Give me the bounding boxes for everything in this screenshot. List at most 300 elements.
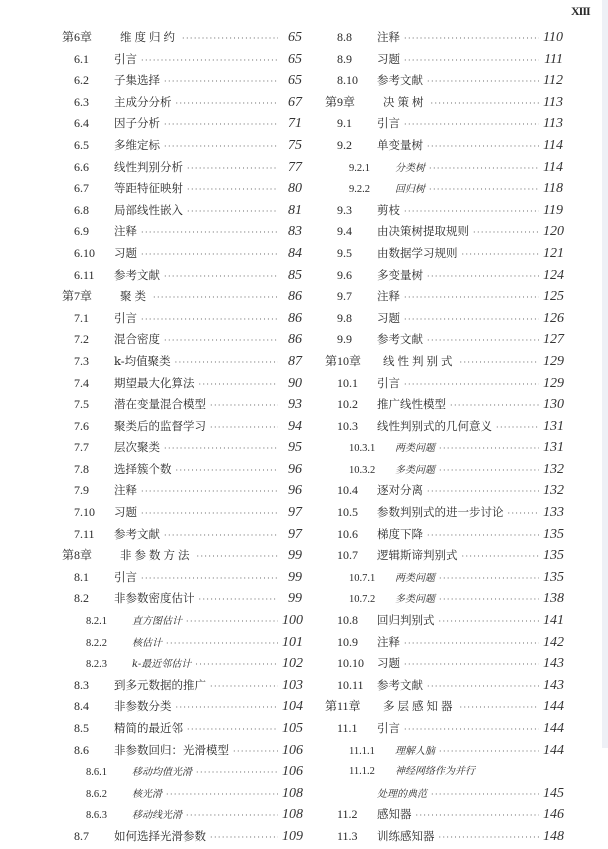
entry-number: 7.11 <box>74 526 95 541</box>
page-number: XIII <box>571 4 590 18</box>
toc-section-entry <box>62 588 302 610</box>
toc-subsection-entry <box>62 653 302 675</box>
dot-leader <box>197 546 279 568</box>
entry-number: 10.7.1 <box>349 572 376 584</box>
entry-title: 引言 <box>114 310 137 325</box>
toc-section-entry <box>62 351 302 373</box>
dot-leader <box>141 481 278 503</box>
entry-number: 第8章 <box>62 548 93 563</box>
entry-number: 7.8 <box>74 461 89 476</box>
entry-number: 10.2 <box>337 397 358 412</box>
entry-page-number: 141 <box>543 613 564 629</box>
toc-section-entry <box>62 394 302 416</box>
toc-section-entry <box>62 70 302 92</box>
dot-leader <box>460 352 540 374</box>
entry-title: 如何选择光滑参数 <box>114 828 206 843</box>
entry-number: 8.9 <box>337 51 352 66</box>
entry-page-number: 113 <box>543 116 563 132</box>
entry-page-number: 143 <box>543 677 564 693</box>
toc-section-entry <box>325 610 563 632</box>
entry-page-number: 127 <box>543 332 564 348</box>
entry-number: 10.3.1 <box>349 443 376 455</box>
toc-section-entry <box>62 221 302 243</box>
entry-page-number: 124 <box>543 267 564 283</box>
toc-subsection-entry <box>325 157 563 179</box>
entry-title: 聚类后的监督学习 <box>114 418 206 433</box>
dot-leader <box>460 697 540 719</box>
entry-number: 11.3 <box>337 828 358 843</box>
toc-section-entry <box>325 329 563 351</box>
entry-title: 多层感知器 <box>383 699 456 714</box>
entry-title: 两类问题 <box>395 443 435 455</box>
dot-leader <box>141 309 278 331</box>
entry-number: 6.9 <box>74 224 89 239</box>
toc-section-entry <box>325 804 563 826</box>
entry-number: 9.4 <box>337 224 352 239</box>
entry-number: 11.1.1 <box>349 745 375 757</box>
entry-page-number: 71 <box>288 116 302 132</box>
entry-number: 8.2 <box>74 591 89 606</box>
entry-number: 6.2 <box>74 73 89 88</box>
entry-number: 8.5 <box>74 721 89 735</box>
toc-section-entry <box>62 696 302 718</box>
entry-title: 回归判别式 <box>377 613 435 628</box>
toc-section-entry <box>325 632 563 654</box>
dot-leader <box>141 244 278 266</box>
entry-title: 注释 <box>377 30 400 44</box>
entry-page-number: 130 <box>543 397 564 413</box>
entry-title: 多类问题 <box>395 594 435 606</box>
entry-title: 处理的典范 <box>377 788 427 800</box>
entry-number: 10.9 <box>337 634 358 649</box>
entry-title: 决策树 <box>383 94 427 109</box>
entry-number: 10.1 <box>337 375 358 390</box>
dot-leader <box>439 568 539 590</box>
toc-chapter-entry <box>62 27 302 49</box>
entry-title: 注释 <box>114 224 137 239</box>
toc-section-entry <box>325 502 563 524</box>
entry-number: 7.2 <box>74 332 89 347</box>
entry-title: 两类问题 <box>395 572 435 584</box>
entry-title: 多变量树 <box>377 267 423 282</box>
entry-page-number: 108 <box>282 807 303 823</box>
entry-title: 核估计 <box>132 637 162 649</box>
entry-title: 训练感知器 <box>377 828 435 843</box>
entry-number: 9.8 <box>337 310 352 325</box>
toc-section-entry <box>62 243 302 265</box>
entry-title: 感知器 <box>377 807 412 822</box>
entry-title: 梯度下降 <box>377 526 423 541</box>
entry-number: 7.5 <box>74 397 89 412</box>
toc-section-entry <box>325 221 563 243</box>
entry-title: 非参数回归：光滑模型 <box>114 742 229 757</box>
dot-leader <box>404 719 539 741</box>
dot-leader <box>176 93 279 115</box>
entry-number: 11.1.2 <box>349 766 375 778</box>
toc-subsection-entry <box>325 567 563 589</box>
toc-section-entry <box>325 480 563 502</box>
dot-leader <box>141 50 278 72</box>
dot-leader <box>439 589 539 611</box>
entry-number: 8.6 <box>74 742 89 757</box>
toc-subsection-entry <box>325 783 563 805</box>
entry-number: 10.4 <box>337 483 358 498</box>
entry-number: 第10章 <box>325 353 362 368</box>
toc-section-entry <box>325 826 563 848</box>
toc-subsection-entry <box>325 761 563 783</box>
entry-page-number: 99 <box>288 591 302 607</box>
entry-title: 神经网络作为并行 <box>395 766 475 778</box>
entry-title: 注释 <box>377 634 400 649</box>
entry-title: 逻辑斯谛判别式 <box>377 548 458 563</box>
entry-number: 7.4 <box>74 375 89 390</box>
toc-section-entry <box>325 373 563 395</box>
toc-section-entry <box>325 200 563 222</box>
entry-title: 由数据学习规则 <box>377 245 458 260</box>
entry-page-number: 86 <box>288 289 302 305</box>
entry-number: 10.7 <box>337 548 358 563</box>
entry-number: 8.3 <box>74 677 89 692</box>
toc-subsection-entry <box>62 783 302 805</box>
dot-leader <box>187 158 278 180</box>
toc-left-column <box>62 27 302 848</box>
entry-number: 11.2 <box>337 807 358 822</box>
dot-leader <box>141 503 278 525</box>
entry-page-number: 129 <box>543 353 564 369</box>
entry-title: 非参数分类 <box>114 699 172 714</box>
entry-page-number: 102 <box>282 656 303 672</box>
dot-leader <box>210 417 278 439</box>
dot-leader <box>431 784 539 806</box>
entry-page-number: 142 <box>543 634 564 650</box>
dot-leader <box>233 741 278 763</box>
entry-number: 10.10 <box>337 656 364 671</box>
dot-leader <box>141 568 278 590</box>
entry-title: 直方图估计 <box>132 616 182 628</box>
entry-title: 聚类 <box>120 289 149 304</box>
toc-section-entry <box>325 524 563 546</box>
entry-page-number: 120 <box>543 224 564 240</box>
toc-section-entry <box>62 502 302 524</box>
toc-section-entry <box>325 653 563 675</box>
entry-page-number: 103 <box>282 677 303 693</box>
entry-title: 引言 <box>377 116 400 131</box>
entry-page-number: 67 <box>288 94 302 110</box>
dot-leader <box>186 611 278 633</box>
dot-leader <box>187 719 278 741</box>
dot-leader <box>196 762 278 784</box>
entry-title: 单变量树 <box>377 137 423 152</box>
entry-number: 8.6.1 <box>86 767 107 779</box>
dot-leader <box>195 654 278 676</box>
dot-leader <box>427 525 539 547</box>
entry-title: 参考文献 <box>114 526 160 541</box>
toc-section-entry <box>62 92 302 114</box>
toc-section-entry <box>62 178 302 200</box>
toc-subsection-entry <box>325 178 563 200</box>
entry-page-number: 138 <box>543 591 564 607</box>
dot-leader <box>164 136 278 158</box>
entry-title: 非参数密度估计 <box>114 591 195 606</box>
dot-leader <box>182 28 278 50</box>
entry-number: 10.3 <box>337 418 358 433</box>
toc-chapter-entry <box>325 696 563 718</box>
dot-leader <box>176 697 279 719</box>
entry-page-number: 114 <box>543 159 563 175</box>
toc-section-entry <box>62 329 302 351</box>
toc-section-entry <box>62 740 302 762</box>
entry-title: k-最近邻估计 <box>132 659 192 671</box>
entry-page-number: 106 <box>282 764 303 780</box>
entry-title: 维度归约 <box>120 30 178 44</box>
entry-page-number: 118 <box>543 181 563 197</box>
entry-number: 9.1 <box>337 116 352 131</box>
entry-page-number: 93 <box>288 397 302 413</box>
toc-subsection-entry <box>62 761 302 783</box>
dot-leader <box>427 71 539 93</box>
entry-number: 11.1 <box>337 721 358 735</box>
entry-page-number: 101 <box>282 634 303 650</box>
entry-page-number: 133 <box>543 505 564 521</box>
entry-page-number: 135 <box>543 548 564 564</box>
entry-title: 参考文献 <box>377 332 423 347</box>
entry-page-number: 108 <box>282 785 303 801</box>
entry-number: 6.5 <box>74 137 89 152</box>
toc-section-entry <box>325 416 563 438</box>
dot-leader <box>462 546 540 568</box>
dot-leader <box>439 741 539 763</box>
entry-page-number: 104 <box>282 699 303 715</box>
toc-section-entry <box>62 718 302 740</box>
entry-page-number: 111 <box>544 51 563 67</box>
entry-page-number: 114 <box>543 137 563 153</box>
page-edge <box>602 0 608 748</box>
dot-leader <box>431 93 540 115</box>
dot-leader <box>429 179 539 201</box>
entry-number: 7.10 <box>74 505 95 520</box>
entry-page-number: 65 <box>288 51 302 67</box>
entry-page-number: 125 <box>543 289 564 305</box>
entry-title: 线性判别分析 <box>114 159 183 174</box>
toc-section-entry <box>62 49 302 71</box>
entry-page-number: 105 <box>282 721 303 736</box>
entry-title: 逐对分离 <box>377 483 423 498</box>
toc-subsection-entry <box>325 740 563 762</box>
entry-number: 10.3.2 <box>349 464 376 476</box>
entry-page-number: 144 <box>543 699 564 715</box>
entry-page-number: 81 <box>288 202 302 218</box>
dot-leader <box>404 633 539 655</box>
entry-page-number: 132 <box>543 483 564 499</box>
entry-number: 6.3 <box>74 94 89 109</box>
entry-page-number: 80 <box>288 181 302 197</box>
entry-page-number: 83 <box>288 224 302 240</box>
toc-section-entry <box>62 135 302 157</box>
entry-title: 选择簇个数 <box>114 461 172 476</box>
toc-section-entry <box>325 27 563 49</box>
entry-page-number: 87 <box>288 353 302 369</box>
dot-leader <box>164 114 278 136</box>
dot-leader <box>164 330 278 352</box>
toc-section-entry <box>325 49 563 71</box>
entry-page-number: 143 <box>543 656 564 672</box>
entry-title: 移动均值光滑 <box>132 767 192 779</box>
toc-section-entry <box>325 675 563 697</box>
entry-number: 6.4 <box>74 116 89 131</box>
dot-leader <box>427 676 539 698</box>
entry-number: 8.4 <box>74 699 89 714</box>
dot-leader <box>199 589 279 611</box>
toc-chapter-entry <box>325 92 563 114</box>
entry-title: 分类树 <box>395 162 425 174</box>
entry-number: 第7章 <box>62 289 93 304</box>
entry-number: 8.2.2 <box>86 637 107 649</box>
dot-leader <box>404 201 539 223</box>
toc-section-entry <box>62 113 302 135</box>
dot-leader <box>199 374 279 396</box>
entry-number: 8.7 <box>74 828 89 843</box>
entry-page-number: 97 <box>288 526 302 542</box>
entry-title: 回归树 <box>395 184 425 196</box>
entry-page-number: 146 <box>543 807 564 823</box>
entry-page-number: 85 <box>288 267 302 283</box>
entry-title: 子集选择 <box>114 73 160 88</box>
dot-leader <box>427 481 539 503</box>
toc-section-entry <box>325 286 563 308</box>
entry-page-number: 135 <box>543 569 564 585</box>
entry-number: 7.3 <box>74 353 89 368</box>
toc-section-entry <box>62 308 302 330</box>
toc-section-entry <box>325 718 563 740</box>
entry-title: 主成分分析 <box>114 94 172 109</box>
entry-title: 理解人脑 <box>395 745 435 757</box>
entry-page-number: 86 <box>288 310 302 326</box>
dot-leader <box>427 136 539 158</box>
entry-number: 7.9 <box>74 483 89 498</box>
entry-page-number: 121 <box>543 245 564 261</box>
entry-number: 6.7 <box>74 181 89 196</box>
entry-number: 6.6 <box>74 159 89 174</box>
entry-number: 9.5 <box>337 245 352 260</box>
entry-title: 局部线性嵌入 <box>114 202 183 217</box>
entry-number: 第11章 <box>325 699 361 714</box>
entry-title: 引言 <box>114 51 137 66</box>
entry-page-number: 132 <box>543 461 564 477</box>
entry-page-number: 99 <box>288 548 302 564</box>
dot-leader <box>404 374 539 396</box>
entry-title: 推广线性模型 <box>377 397 446 412</box>
dot-leader <box>164 438 278 460</box>
entry-page-number: 86 <box>288 332 302 348</box>
entry-title: 层次聚类 <box>114 440 160 455</box>
entry-number: 10.8 <box>337 613 358 628</box>
dot-leader <box>404 50 539 72</box>
entry-title: 引言 <box>377 721 400 735</box>
toc-section-entry <box>62 265 302 287</box>
dot-leader <box>210 827 278 849</box>
entry-title: 线性判别式 <box>383 353 456 368</box>
dot-leader <box>439 438 539 460</box>
entry-title: 参考文献 <box>377 73 423 88</box>
dot-leader <box>450 395 539 417</box>
toc-section-entry <box>62 675 302 697</box>
entry-title: 习题 <box>377 656 400 671</box>
toc-section-entry <box>325 113 563 135</box>
entry-number: 8.10 <box>337 73 358 88</box>
entry-number: 第9章 <box>325 94 356 109</box>
toc-section-entry <box>325 308 563 330</box>
toc-subsection-entry <box>325 588 563 610</box>
entry-title: 注释 <box>114 483 137 498</box>
entry-page-number: 65 <box>288 30 302 45</box>
entry-number: 7.6 <box>74 418 89 433</box>
toc-section-entry <box>62 567 302 589</box>
dot-leader <box>164 525 278 547</box>
entry-title: 潜在变量混合模型 <box>114 397 206 412</box>
entry-title: 核光滑 <box>132 788 162 800</box>
entry-number: 8.6.3 <box>86 810 107 822</box>
toc-section-entry <box>325 243 563 265</box>
entry-number: 6.8 <box>74 202 89 217</box>
entry-number: 第6章 <box>62 30 93 44</box>
entry-page-number: 148 <box>543 828 564 844</box>
entry-number: 9.6 <box>337 267 352 282</box>
dot-leader <box>176 460 279 482</box>
toc-subsection-entry <box>325 437 563 459</box>
dot-leader <box>187 201 278 223</box>
entry-number: 8.1 <box>74 569 89 584</box>
entry-title: 习题 <box>114 245 137 260</box>
dot-leader <box>187 179 278 201</box>
entry-title: 习题 <box>114 505 137 520</box>
toc-section-entry <box>62 524 302 546</box>
entry-number: 8.2.1 <box>86 616 107 628</box>
toc-chapter-entry <box>62 545 302 567</box>
entry-title: 由决策树提取规则 <box>377 224 469 239</box>
entry-page-number: 145 <box>543 785 564 801</box>
toc-chapter-entry <box>325 351 563 373</box>
toc-subsection-entry <box>62 610 302 632</box>
entry-page-number: 84 <box>288 245 302 261</box>
entry-title: 参考文献 <box>377 677 423 692</box>
entry-page-number: 129 <box>543 375 564 391</box>
entry-page-number: 131 <box>543 440 564 456</box>
dot-leader <box>153 287 278 309</box>
entry-page-number: 110 <box>543 30 563 45</box>
entry-title: 线性判别式的几何意义 <box>377 418 492 433</box>
dot-leader <box>164 71 278 93</box>
dot-leader <box>166 633 278 655</box>
dot-leader <box>508 503 540 525</box>
entry-number: 8.6.2 <box>86 788 107 800</box>
dot-leader <box>439 611 540 633</box>
dot-leader <box>404 654 539 676</box>
entry-page-number: 75 <box>288 137 302 153</box>
entry-number: 6.10 <box>74 245 95 260</box>
entry-number: 10.5 <box>337 505 358 520</box>
entry-page-number: 65 <box>288 73 302 89</box>
dot-leader <box>404 287 539 309</box>
toc-subsection-entry <box>62 632 302 654</box>
entry-number: 10.6 <box>337 526 358 541</box>
entry-number: 10.11 <box>337 677 364 692</box>
entry-title: 等距特征映射 <box>114 181 183 196</box>
entry-page-number: 144 <box>543 721 564 736</box>
dot-leader <box>416 805 540 827</box>
dot-leader <box>186 805 278 827</box>
dot-leader <box>427 330 539 352</box>
dot-leader <box>164 266 278 288</box>
